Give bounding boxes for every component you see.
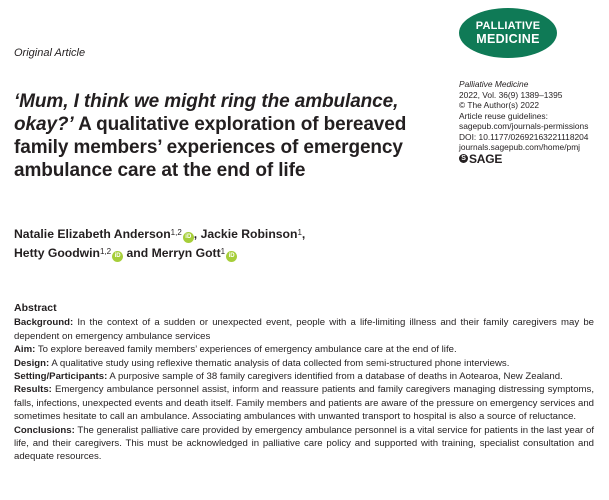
author-name[interactable]: Hetty Goodwin bbox=[14, 246, 100, 260]
reuse-link[interactable]: sagepub.com/journals-permissions bbox=[459, 121, 589, 131]
author-name[interactable]: Natalie Elizabeth Anderson bbox=[14, 227, 171, 241]
orcid-icon[interactable]: iD bbox=[112, 251, 123, 262]
article-title bbox=[14, 90, 444, 182]
abstract-design bbox=[14, 357, 594, 370]
logo-line-1: PALLIATIVE bbox=[475, 19, 541, 32]
conclusions-text: The generalist palliative care provided by emergency ambulance personnel is a vital service for patients in the last year of life, and their caregivers. This must be acknowledged in palliative care policy and supported with training, specialist consultation and adequate resources. bbox=[14, 424, 594, 463]
journal-logo bbox=[459, 8, 557, 58]
author-affiliation: 1,2 bbox=[100, 247, 112, 256]
results-text: Emergency ambulance personnel assist, inform and reassure patients and family caregivers managing distressing symptoms, falls, infections, unexpected events and death itself. Family members and patients are aware of the pressure on emergency services and sometimes hesitate to call an ambulance. Associating ambulances with unwanted transport to hospital is also a source of reluctance. bbox=[14, 384, 594, 423]
aim-label: Aim: bbox=[14, 344, 36, 356]
volume-info: 2022, Vol. 36(9) 1389–1395 bbox=[459, 89, 563, 100]
publisher-name: SAGE bbox=[469, 151, 503, 166]
results-label: Results: bbox=[14, 384, 52, 396]
background-text: In the context of a sudden or unexpected event, people with a life-limiting illness and their family caregivers may be dependent on emergency ambulance services bbox=[14, 317, 594, 342]
doi[interactable]: DOI: 10.1177/02692163221118204 bbox=[459, 131, 589, 142]
author-name[interactable]: Jackie Robinson bbox=[200, 227, 298, 241]
author-separator: , bbox=[193, 227, 201, 241]
design-text: A qualitative study using reflexive thematic analysis of data collected from semi-structured phone interviews. bbox=[49, 357, 510, 369]
author-affiliation: 1,2 bbox=[170, 228, 182, 237]
author-affiliation: 1 bbox=[220, 247, 226, 256]
author-separator: , bbox=[301, 227, 306, 241]
conclusions-label: Conclusions: bbox=[14, 424, 75, 436]
abstract-background bbox=[14, 316, 594, 343]
author-name[interactable]: Merryn Gott bbox=[151, 246, 221, 260]
article-metadata bbox=[459, 79, 604, 164]
background-label: Background: bbox=[14, 317, 74, 329]
title-rest: A qualitative exploration of bereaved family members’ experiences of emergency ambulance care at the end of life bbox=[14, 114, 407, 181]
logo-line-2: MEDICINE bbox=[476, 31, 540, 46]
reuse-label: Article reuse guidelines: bbox=[459, 110, 548, 121]
abstract-setting bbox=[14, 370, 594, 383]
article-type: Original Article bbox=[14, 47, 86, 59]
aim-text: To explore bereaved family members’ experiences of emergency ambulance care at the end of life. bbox=[35, 344, 457, 356]
journal-link[interactable]: journals.sagepub.com/home/pmj bbox=[459, 142, 581, 152]
publisher-logo bbox=[459, 151, 604, 166]
journal-name: Palliative Medicine bbox=[459, 79, 529, 89]
design-label: Design: bbox=[14, 357, 50, 369]
title-quote: ‘Mum, I think we might ring the ambulance, okay?’ bbox=[14, 91, 399, 135]
abstract-results bbox=[14, 383, 594, 423]
copyright: © The Author(s) 2022 bbox=[459, 100, 540, 110]
abstract-aim bbox=[14, 343, 594, 356]
setting-text: A purposive sample of 38 family caregivers identified from a database of deaths in Aotearoa, New Zealand. bbox=[107, 371, 563, 383]
abstract-conclusions bbox=[14, 424, 594, 464]
abstract bbox=[14, 302, 594, 464]
author-affiliation: 1 bbox=[297, 228, 302, 237]
setting-label: Setting/Participants: bbox=[14, 371, 108, 383]
sage-logo-icon: S bbox=[459, 154, 468, 163]
orcid-icon[interactable]: iD bbox=[226, 251, 237, 262]
orcid-icon[interactable]: iD bbox=[183, 232, 194, 243]
author-separator: and bbox=[123, 246, 152, 260]
author-list bbox=[14, 224, 454, 262]
abstract-heading: Abstract bbox=[14, 302, 57, 314]
